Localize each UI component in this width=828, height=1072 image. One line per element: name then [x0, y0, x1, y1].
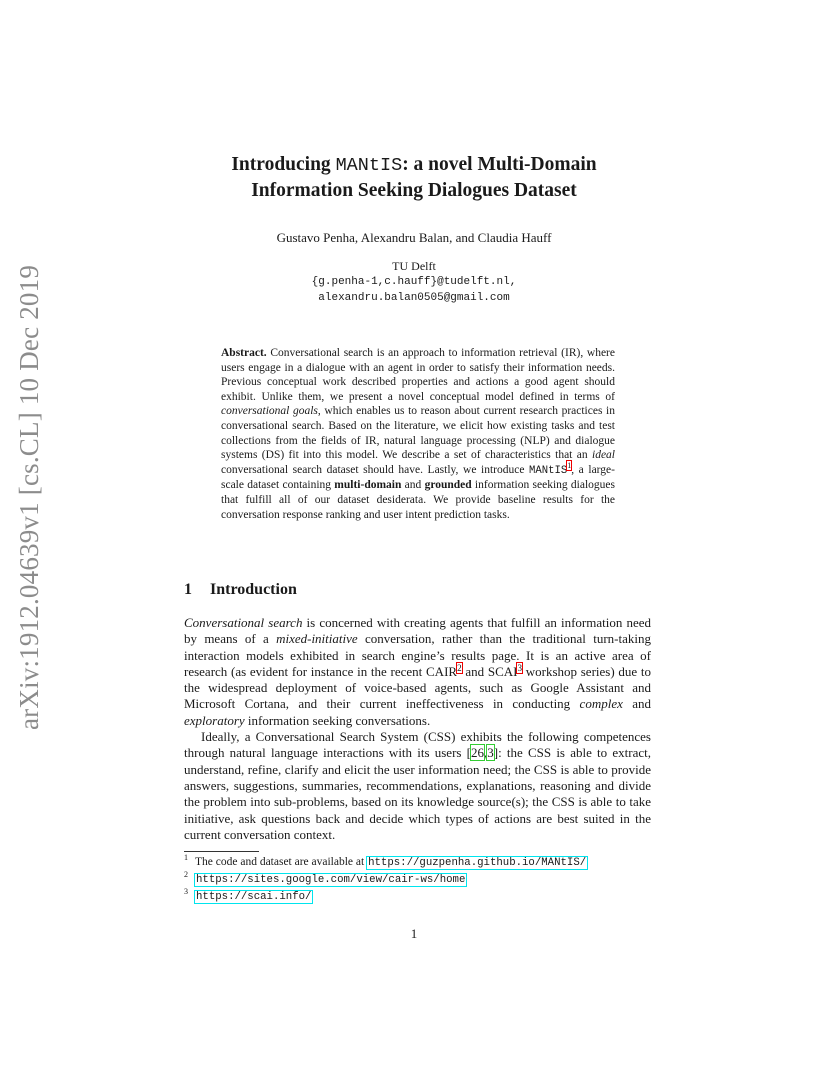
paragraph-text: ]: the CSS is able to extract, understand, refine, clarify and elicit the user information need; the CSS is able to provide answers, suggestions, summaries, recommendations, explanations, reasoning and divide the problem into sub-problems, based on its knowledge source(s); the CSS is able to take initiative, ask questions back and decide which types of actions are best suited in the current conversation context. — [184, 745, 651, 842]
footnote-url-link[interactable]: https://sites.google.com/view/cair-ws/home — [196, 874, 466, 886]
section-heading — [184, 581, 297, 599]
paragraph-text: and SCAI — [461, 663, 518, 679]
paragraph-text: Ideally, a Conversational Search System (CSS) exhibits the following competences through natural language interactions with its users [ — [184, 729, 651, 761]
emphasis: complex — [579, 696, 623, 712]
emphasis: exploratory — [184, 712, 245, 728]
arxiv-identifier-stamp: arXiv:1912.04639v1 [cs.CL] 10 Dec 2019 — [14, 264, 44, 730]
abstract-text: information seeking dialogues that fulfill all of our dataset desiderata. We provide baseline results for the conversation response ranking and user intent prediction tasks. — [221, 479, 615, 521]
page-number: 1 — [410, 926, 418, 941]
emphasis: mixed-initiative — [276, 631, 358, 647]
emphasis: Conversational search — [184, 615, 303, 630]
citation-separator: , — [484, 745, 488, 761]
paragraph-text: workshop series) due to the widespread deployment of voice-based agents, such as Google Assistant and Microsoft Cortana, and their current ineffectiveness in conducting — [184, 663, 651, 712]
paper-title — [160, 152, 668, 203]
footnote: $^1$ The code and dataset are available at https://guzpenha.github.io/MANtIS/ — [184, 853, 587, 869]
abstract-text: Conversational search is an approach to information retrieval (IR), where users engage in a dialogue with an agent in order to satisfy their information needs. Previous conceptual work described properties and actions a good agent should exhibit. Unlike them, we present a novel conceptual model defined in terms of — [221, 347, 615, 403]
abstract-text: , a large-scale dataset containing — [221, 463, 615, 492]
citation-link[interactable]: 3 — [487, 745, 494, 761]
abstract-emphasis: conversational goals — [221, 405, 318, 418]
paragraph — [184, 729, 651, 843]
footnote-divider — [184, 851, 259, 852]
abstract-bold: grounded — [424, 479, 472, 492]
abstract-bold: multi-domain — [334, 479, 402, 492]
paragraph — [184, 615, 651, 729]
affiliation-name: TU Delft — [392, 259, 436, 273]
paragraph-text: is concerned with creating agents that fulfill an information need by means of a — [184, 615, 651, 647]
affiliation-block — [160, 258, 668, 306]
title-line-2: Information Seeking Dialogues Dataset — [251, 180, 577, 201]
paragraph-text: conversation, rather than the traditional turn-taking interaction models exhibited in search engine’s results page. It is an active area of research (as evident for instance in the recent CAIR — [184, 631, 652, 679]
introduction-body — [184, 615, 651, 843]
footnote-ref-3[interactable]: 3 — [517, 662, 523, 673]
author-list: Gustavo Penha, Alexandru Balan, and Claudia Hauff — [276, 230, 552, 245]
footnote: $^3$ https://scai.info/ — [184, 887, 312, 903]
section-title: Introduction — [210, 581, 297, 598]
title-part-1: Introducing — [231, 154, 336, 175]
paragraph-text: information seeking conversations. — [244, 712, 431, 728]
abstract-emphasis: ideal — [592, 449, 615, 462]
footnote-url-link[interactable]: https://guzpenha.github.io/MANtIS/ — [368, 857, 587, 869]
abstract — [221, 346, 615, 522]
abstract-label: Abstract. — [221, 347, 267, 359]
email-users: {g.penha-1,c.hauff} — [311, 276, 438, 288]
author-emails-2: alexandru.balan0505@gmail.com — [318, 292, 510, 304]
abstract-text: and — [401, 479, 425, 492]
footnote-ref-1[interactable]: 1 — [567, 460, 572, 470]
footnote-url-link[interactable]: https://scai.info/ — [196, 891, 312, 903]
author-emails-1 — [160, 274, 668, 290]
abstract-text: , which enables us to reason about current research practices in conversational search. Based on the literature, we elicit how existing tasks and test collections from the fields of IR, natural language processing (NLP) and dialogue systems (DS) fit into this model. We describe a set of characteristics that an — [221, 405, 615, 462]
title-dataset-name: MANtIS — [335, 155, 403, 176]
abstract-text: conversational search dataset should have. Lastly, we introduce — [221, 463, 530, 476]
footnote: $^2$ https://sites.google.com/view/cair-ws/home — [184, 870, 466, 886]
footnote-ref-2[interactable]: 2 — [457, 662, 462, 673]
title-part-2: : a novel Multi-Domain — [402, 154, 597, 175]
section-number: 1 — [184, 581, 192, 598]
email-domain: @tudelft.nl, — [437, 276, 517, 288]
footnote-text: The code and dataset are available at — [195, 856, 368, 868]
abstract-dataset-name: MANtIS — [529, 464, 568, 477]
footnotes — [184, 854, 587, 905]
paragraph-text: and — [622, 696, 651, 712]
citation-link[interactable]: 26 — [471, 745, 484, 761]
